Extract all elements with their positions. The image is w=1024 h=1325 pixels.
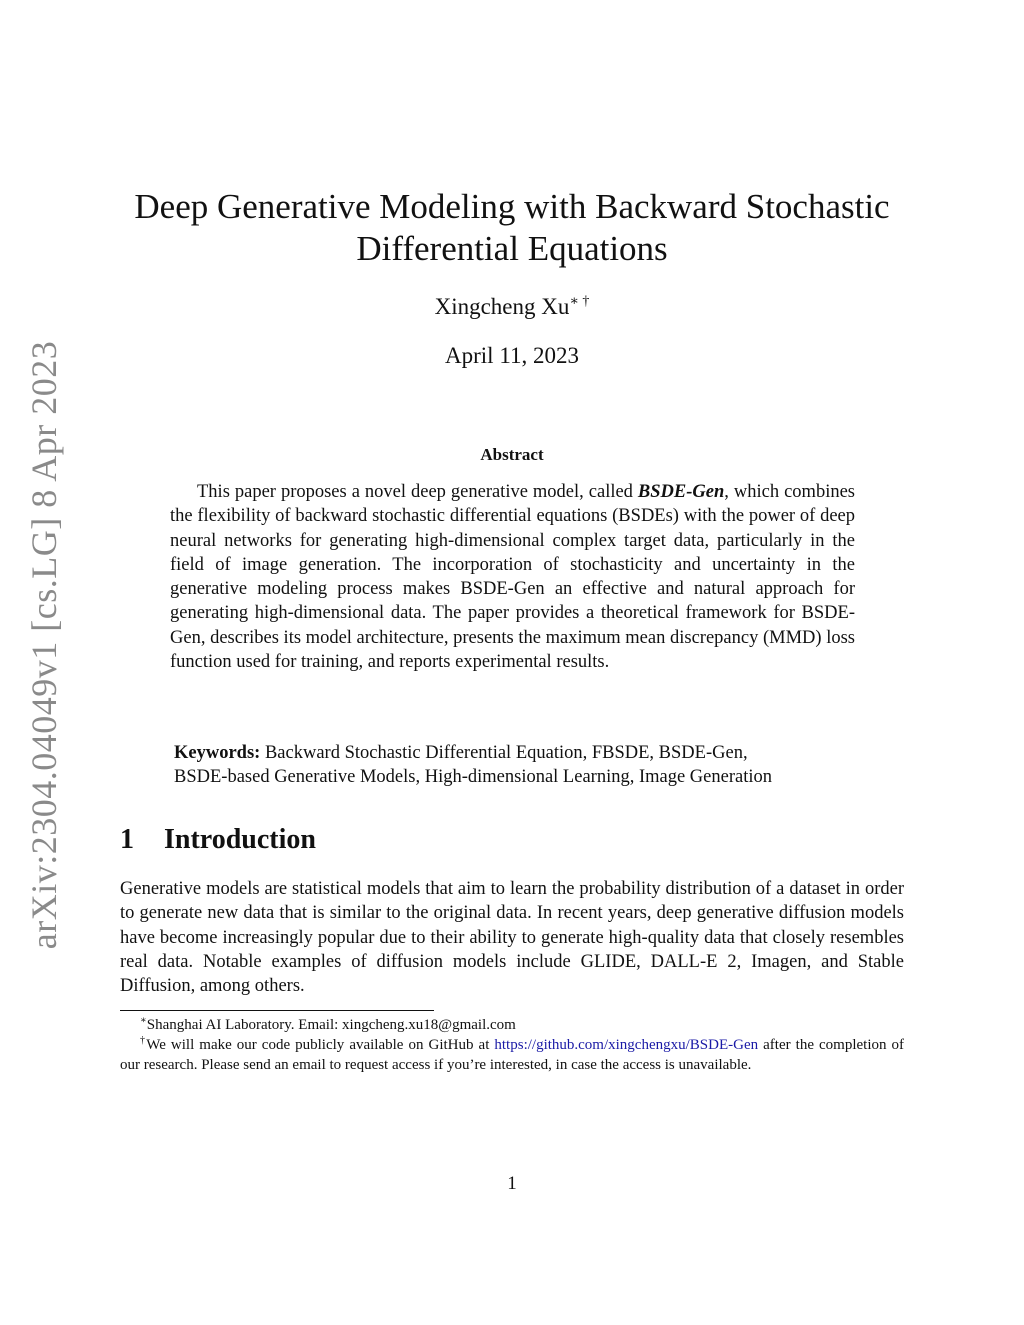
footnote-divider bbox=[120, 1010, 434, 1011]
abstract-text-rest: , which combines the flexibility of backward stochastic differential equations (BSDEs) with the power of deep neural networks for generating high-dimensional complex target data, particularly in the field of image generation. The incorporation of stochasticity and uncertainty in the generative modeling process makes BSDE-Gen an effective and natural approach for generating high-dimensional data. The paper provides a theoretical framework for BSDE-Gen, describes its model architecture, presents the maximum mean discrepancy (MMD) loss function used for training, and reports experimental results. bbox=[170, 482, 855, 673]
introduction-paragraph: Generative models are statistical models that aim to learn the probability distribution of a dataset in order to generate new data that is similar to the original data. In recent years, deep generative diffusion models have become increasingly popular due to their ability to generate high-quality data that closely resembles real data. Notable examples of diffusion models include GLIDE, DALL-E 2, Imagen, and Stable Diffusion, among others. bbox=[120, 879, 904, 997]
page-number: 1 bbox=[507, 1173, 517, 1194]
keywords-label: Keywords: bbox=[174, 743, 261, 763]
footnote-affiliation bbox=[120, 1015, 904, 1035]
section-heading-introduction bbox=[120, 824, 316, 856]
keywords-list-2: BSDE-based Generative Models, High-dimensional Learning, Image Generation bbox=[174, 767, 772, 788]
model-name: BSDE-Gen bbox=[637, 482, 725, 502]
paper-title-line-1: Deep Generative Modeling with Backward Stochastic bbox=[134, 187, 890, 226]
footnote-mark-2: † bbox=[140, 1035, 147, 1046]
footnote-mark-1: ∗ bbox=[140, 1015, 147, 1026]
section-title: Introduction bbox=[164, 824, 316, 855]
abstract-text-start: This paper proposes a novel deep generative model, called bbox=[197, 482, 638, 502]
footnote-affiliation-text: Shanghai AI Laboratory. Email: xingcheng.xu18@gmail.com bbox=[146, 1017, 516, 1033]
footnote-code-text-start: We will make our code publicly available on GitHub at bbox=[146, 1037, 495, 1053]
footnote-code-availability bbox=[120, 1035, 904, 1075]
author-footnote-marks: ∗ † bbox=[569, 294, 590, 309]
publication-date: April 11, 2023 bbox=[445, 343, 579, 368]
abstract-heading: Abstract bbox=[480, 445, 544, 464]
paper-title bbox=[120, 186, 904, 270]
section-number: 1 bbox=[120, 824, 134, 855]
abstract-body bbox=[170, 480, 855, 674]
footnote-code-text-rest: after the completion of our research. Please send an email to request access if you’re interested, in case the access is unavailable. bbox=[120, 1037, 904, 1073]
arxiv-identifier-stamp: arXiv:2304.04049v1 [cs.LG] 8 Apr 2023 bbox=[24, 340, 64, 950]
keywords-block bbox=[174, 741, 874, 790]
github-repo-link[interactable]: https://github.com/xingchengxu/BSDE-Gen bbox=[494, 1037, 759, 1053]
keywords-list-1: Backward Stochastic Differential Equation, FBSDE, BSDE-Gen, bbox=[264, 743, 748, 763]
author-name: Xingcheng Xu bbox=[434, 294, 570, 319]
paper-title-line-2: Differential Equations bbox=[356, 229, 668, 268]
keywords-line-1 bbox=[174, 741, 874, 765]
author-line bbox=[0, 294, 1024, 320]
